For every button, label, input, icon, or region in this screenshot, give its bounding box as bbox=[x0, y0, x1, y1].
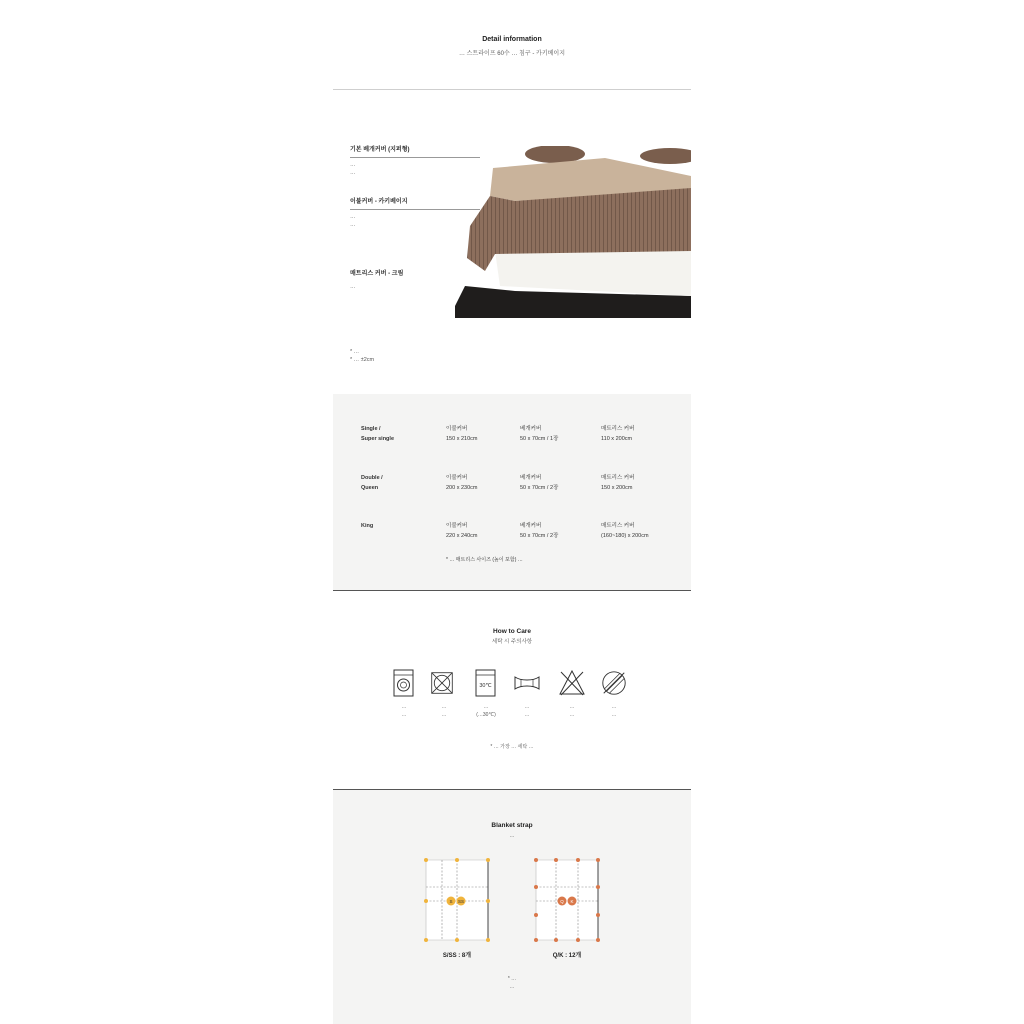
size-cell: 베개커버 50 x 70cm / 2장 bbox=[520, 523, 559, 540]
size-cell: 이불커버 150 x 210cm bbox=[446, 426, 478, 443]
care-title: How to Care bbox=[493, 628, 531, 635]
strap-note-line: … bbox=[509, 983, 515, 990]
strap-subtitle: … bbox=[509, 833, 515, 839]
size-cell: 이불커버 220 x 240cm bbox=[446, 523, 478, 540]
size-cell: 이불커버 200 x 230cm bbox=[446, 475, 478, 492]
size-cell: 매트리스 커버 150 x 200cm bbox=[601, 475, 635, 492]
label-mattress-line: … bbox=[350, 284, 356, 290]
label-pillow-line: … bbox=[350, 170, 356, 177]
label-duvet-cover bbox=[350, 198, 480, 230]
page-subtitle: … 스트라이프 60수 … 침구 - 카키베이지 bbox=[458, 51, 566, 57]
label-pillow-cover bbox=[350, 146, 480, 178]
label-mattress-title: 매트리스 커버 - 크림 bbox=[350, 271, 404, 277]
product-notes bbox=[350, 348, 670, 365]
product-photo bbox=[455, 146, 691, 318]
svg-text:SS: SS bbox=[457, 899, 465, 904]
size-cell: 매트리스 커버 110 x 200cm bbox=[601, 426, 635, 443]
strap-caption-large: Q/K : 12개 bbox=[552, 953, 582, 959]
no-bleach-icon bbox=[558, 669, 586, 697]
label-pillow-line: … bbox=[350, 162, 356, 168]
page-title: Detail information bbox=[482, 36, 542, 43]
care-subtitle: 세탁 시 주의사항 bbox=[491, 639, 533, 645]
strap-header bbox=[333, 822, 691, 840]
bedding-image bbox=[455, 146, 691, 318]
wash-30-icon bbox=[474, 669, 498, 697]
care-header bbox=[333, 628, 691, 646]
svg-text:Q: Q bbox=[560, 899, 564, 904]
size-cell: 베개커버 50 x 70cm / 2장 bbox=[520, 475, 559, 492]
care-label: … … bbox=[569, 704, 575, 718]
size-cell: 베개커버 50 x 70cm / 1장 bbox=[520, 426, 559, 443]
note-line: * … bbox=[350, 349, 360, 355]
divider bbox=[333, 89, 691, 90]
strap-note-line: * … bbox=[507, 976, 517, 982]
care-label: … (…30℃) bbox=[476, 704, 496, 718]
strap-notes bbox=[333, 976, 691, 991]
no-dryer-icon bbox=[430, 669, 454, 697]
label-duvet-line: … bbox=[350, 214, 356, 220]
care-footnote: * … 가장 … 세탁 … bbox=[490, 744, 534, 750]
wring-icon bbox=[512, 669, 542, 697]
note-line: * … ±2cm bbox=[350, 357, 375, 364]
washing-machine-icon bbox=[392, 669, 416, 697]
strap-diagram-small bbox=[420, 855, 494, 947]
care-label: … … bbox=[524, 704, 530, 718]
strap-diagram-large bbox=[530, 855, 604, 947]
strap-caption-small: S/SS : 8개 bbox=[442, 953, 472, 959]
care-label: … … bbox=[401, 704, 407, 718]
size-cell: 매트리스 커버 (160~180) x 200cm bbox=[601, 523, 649, 540]
label-pillow-title: 기본 베개커버 (지퍼형) bbox=[350, 147, 410, 153]
label-duvet-title: 이불커버 - 카키베이지 bbox=[350, 199, 408, 205]
size-name: Double / Queen bbox=[361, 475, 383, 492]
size-name: Single / Super single bbox=[361, 426, 395, 443]
care-label: … … bbox=[611, 704, 617, 718]
divider bbox=[333, 590, 691, 591]
svg-text:S: S bbox=[449, 899, 453, 904]
care-label: … … bbox=[441, 704, 447, 718]
strap-title: Blanket strap bbox=[491, 822, 533, 829]
shade-dry-icon bbox=[599, 669, 629, 697]
label-mattress-cover bbox=[350, 270, 480, 291]
size-footnote: * … 매트리스 사이즈 (높이 포함) … bbox=[446, 557, 523, 563]
svg-text:K: K bbox=[570, 899, 574, 904]
size-name: King bbox=[361, 523, 374, 529]
label-duvet-line: … bbox=[350, 222, 356, 229]
detail-header bbox=[333, 36, 691, 59]
temp-label: 30℃ bbox=[479, 683, 492, 689]
